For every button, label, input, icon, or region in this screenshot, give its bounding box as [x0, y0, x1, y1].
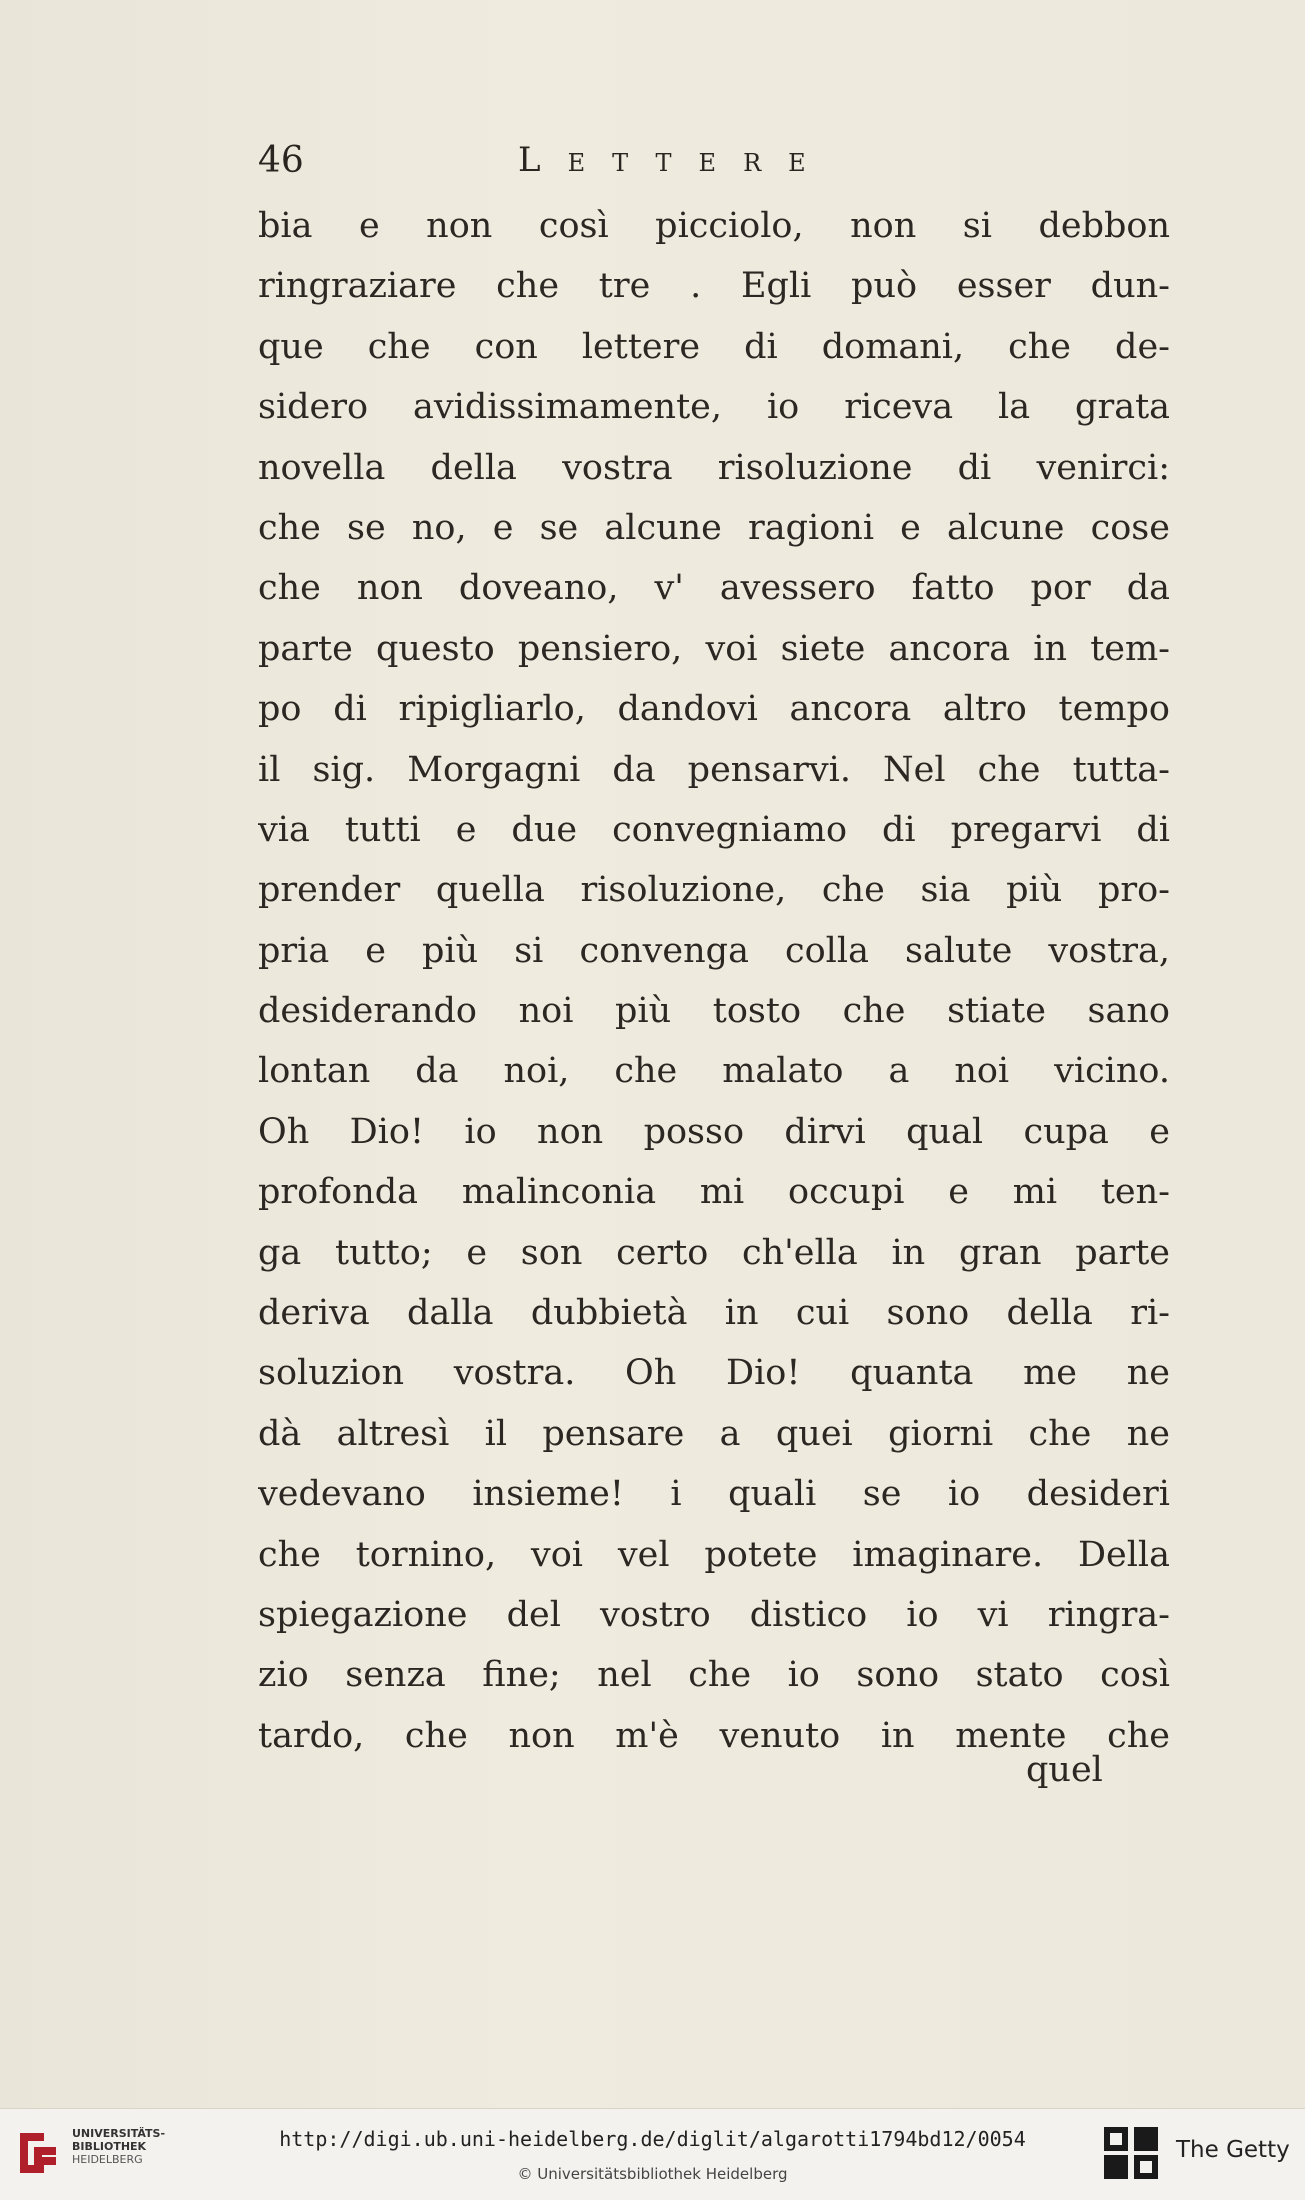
text-line: sidero avidissimamente, io riceva la grata: [258, 387, 1170, 428]
text-line: desiderando noi più tosto che stiate sano: [258, 991, 1170, 1032]
running-head: Lettere: [518, 140, 833, 180]
text-line: che non doveano, v' avessero fatto por da: [258, 568, 1170, 609]
library-name-line-2: BIBLIOTHEK: [72, 2140, 147, 2153]
text-line: che se no, e se alcune ragioni e alcune cose: [258, 507, 1170, 548]
text-line: il sig. Morgagni da pensarvi. Nel che tutta-: [258, 749, 1170, 790]
page-header: [258, 140, 1158, 190]
text-line: novella della vostra risoluzione di venirci:: [258, 447, 1170, 488]
text-line: soluzion vostra. Oh Dio! quanta me ne: [258, 1353, 1170, 1394]
text-line: profonda malinconia mi occupi e mi ten-: [258, 1172, 1170, 1213]
text-line: vedevano insieme! i quali se io desideri: [258, 1474, 1170, 1515]
copyright-notice: © Universitätsbibliothek Heidelberg: [517, 2165, 788, 2183]
text-line: bia e non così picciolo, non si debbon: [258, 206, 1170, 246]
text-line: parte questo pensiero, voi siete ancora in tem-: [258, 628, 1170, 669]
text-line: que che con lettere di domani, che de-: [258, 326, 1170, 367]
getty-logo-icon: [1100, 2123, 1162, 2183]
letter-body: [258, 196, 1170, 1766]
permalink-url[interactable]: http://digi.ub.uni-heidelberg.de/diglit/algarotti1794bd12/0054: [279, 2127, 1026, 2151]
text-line: Oh Dio! io non posso dirvi qual cupa e: [258, 1111, 1170, 1152]
page-number: 46: [258, 140, 304, 181]
footer-bar: [0, 2108, 1305, 2200]
text-line: pria e più si convenga colla salute vostra,: [258, 930, 1170, 971]
text-line: tardo, che non m'è venuto in mente che: [258, 1715, 1170, 1756]
text-line: dà altresì il pensare a quei giorni che ne: [258, 1413, 1170, 1454]
text-line: prender quella risoluzione, che sia più pro-: [258, 870, 1170, 911]
partner-name[interactable]: The Getty: [1176, 2137, 1290, 2163]
text-line: deriva dalla dubbietà in cui sono della ri-: [258, 1293, 1170, 1334]
catchword: quel: [1026, 1750, 1103, 1790]
text-line: ga tutto; e son certo ch'ella in gran parte: [258, 1232, 1170, 1273]
library-city: HEIDELBERG: [72, 2153, 143, 2166]
library-name-line-1: UNIVERSITÄTS-: [72, 2127, 166, 2140]
text-line: zio senza fine; nel che io sono stato così: [258, 1655, 1170, 1696]
text-line: lontan da noi, che malato a noi vicino.: [258, 1051, 1170, 1092]
text-line: ringraziare che tre . Egli può esser dun-: [258, 266, 1170, 307]
text-line: che tornino, voi vel potete imaginare. Della: [258, 1534, 1170, 1575]
text-line: via tutti e due convegniamo di pregarvi di: [258, 809, 1170, 850]
text-line: spiegazione del vostro distico io vi ringra-: [258, 1594, 1170, 1635]
text-line: po di ripigliarlo, dandovi ancora altro tempo: [258, 689, 1170, 730]
